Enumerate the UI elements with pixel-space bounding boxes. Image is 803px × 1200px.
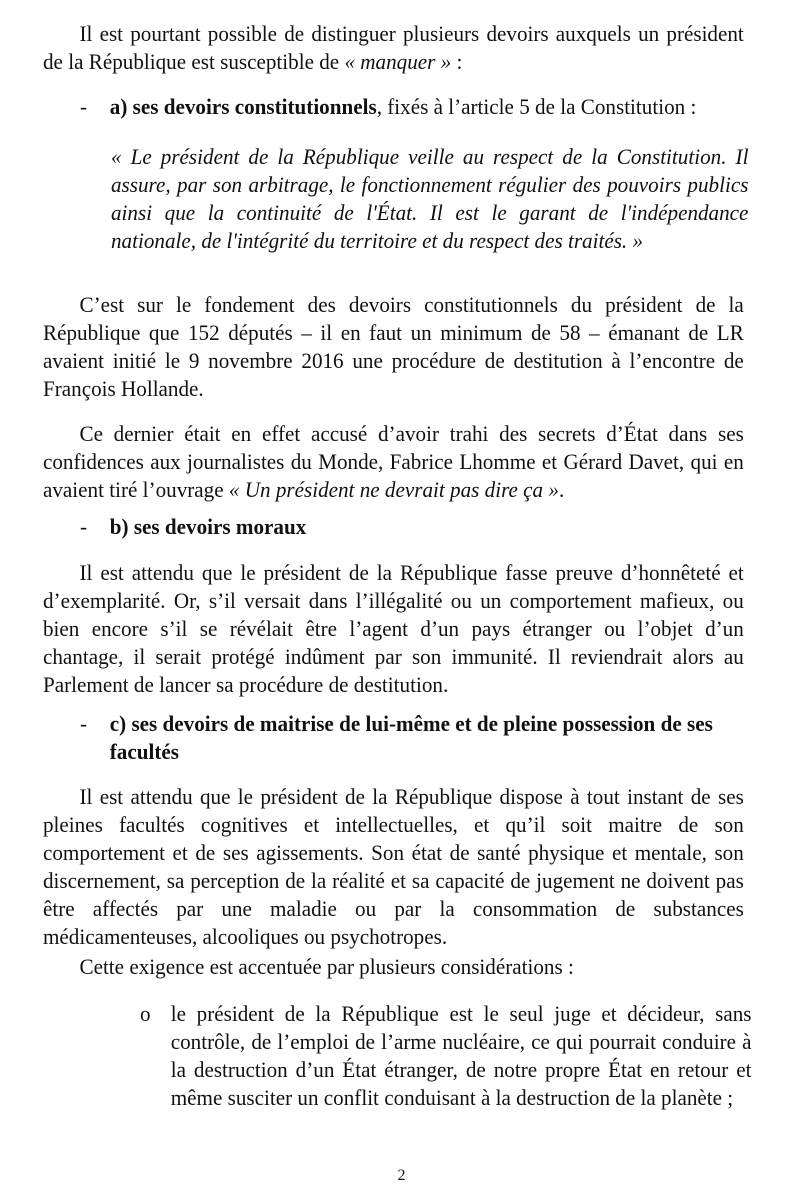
page-number: 2	[397, 1167, 406, 1184]
intro-quoted-word: « manquer »	[344, 49, 452, 74]
bullet-a-heading: a) ses devoirs constitutionnels	[109, 94, 377, 119]
sub-item	[140, 1000, 752, 1112]
moraux-paragraph: Il est attendu que le président de la République fasse preuve d’honnêteté et d’exemplarité. Or, s’il versait dans l’illégalité ou un comportement mafieux, ou bien encore s’il se révélait être l’agent d’un pays étranger ou l’objet d’un chantage, il serait protégé indûment par son immunité. Il reviendrait alors au Parlement de lancer sa procédure de destitution.	[43, 560, 744, 697]
sub-item-text: le président de la République est le seul juge et décideur, sans contrôle, de l’emploi de l’arme nucléaire, ce qui pourrait conduire à la destruction d’un État étranger, de notre propre État en retour et même susciter un conflit conduisant à la destruction de la planète ;	[170, 1001, 752, 1110]
accuse-text: Ce dernier était en effet accusé d’avoir trahi des secrets d’État dans ses confidences aux journalistes du Monde, Fabrice Lhomme et Gérard Davet, qui en avaient tiré l’ouvrage	[43, 421, 744, 502]
bullet-a	[80, 93, 752, 121]
intro-paragraph	[43, 20, 744, 76]
intro-colon: :	[451, 49, 463, 74]
fondement-paragraph: C’est sur le fondement des devoirs constitutionnels du président de la République que 152 députés – il en faut un minimum de 58 – émanant de LR avaient initié le 9 novembre 2016 une procédure de destitution à l’encontre de François Hollande.	[43, 292, 744, 401]
bullet-a-rest: , fixés à l’article 5 de la Constitution :	[376, 94, 697, 119]
bullet-b	[80, 513, 752, 541]
bullet-c-heading: c) ses devoirs de maitrise de lui-même et de pleine possession de ses facultés	[109, 711, 713, 764]
book-title: « Un président ne devrait pas dire ça »	[228, 477, 559, 502]
circle-bullet-icon: o	[140, 1001, 151, 1026]
bullet-c	[80, 710, 752, 766]
accuse-paragraph	[43, 420, 744, 504]
facultes-paragraph: Il est attendu que le président de la République dispose à tout instant de ses pleines facultés cognitives et intellectuelles, et qu’il soit maitre de son comportement et de ses agissements. Son état de santé physique et mentale, son discernement, sa perception de la réalité et sa capacité de jugement ne doivent pas être affectés par une maladie ou par la consommation de substances médicamenteuses, alcooliques ou psychotropes.	[43, 784, 744, 949]
bullet-dash: -	[80, 514, 88, 539]
constitution-quote: « Le président de la République veille au respect de la Constitution. Il assure, par son arbitrage, le fonctionnement régulier des pouvoirs publics ainsi que la continuité de l'État. Il est le garant de l'indépendance nationale, de l'intégrité du territoire et du respect des traités. »	[111, 144, 749, 253]
bullet-b-heading: b) ses devoirs moraux	[109, 514, 307, 539]
bullet-dash: -	[80, 711, 88, 736]
bullet-dash: -	[80, 94, 88, 119]
exigence-paragraph: Cette exigence est accentuée par plusieurs considérations :	[79, 954, 574, 979]
accuse-end: .	[558, 477, 565, 502]
intro-text: Il est pourtant possible de distinguer plusieurs devoirs auxquels un président de la République est susceptible de	[43, 21, 744, 74]
